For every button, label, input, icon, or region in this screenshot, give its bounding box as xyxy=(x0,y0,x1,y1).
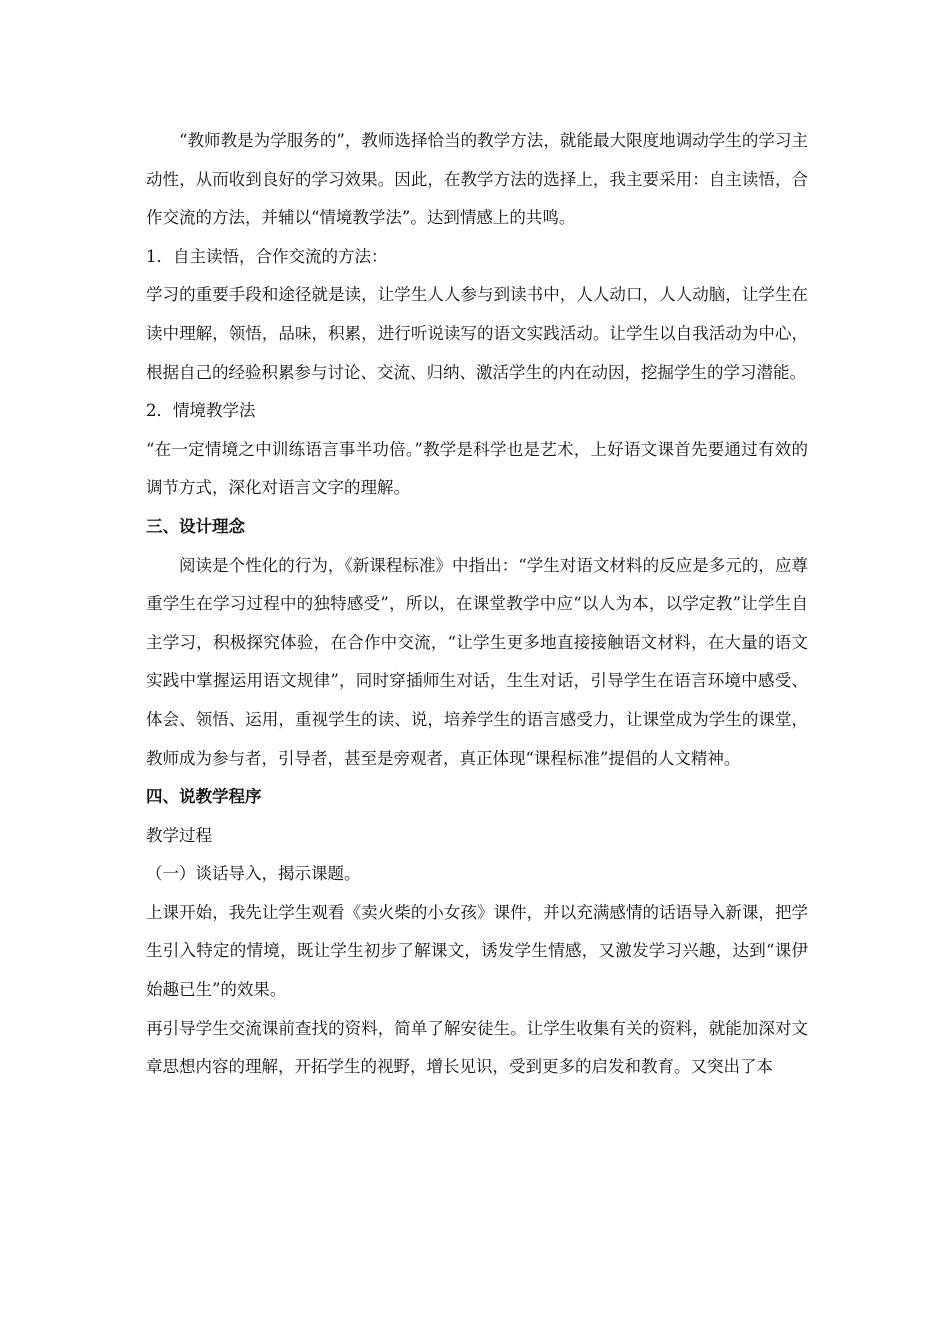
paragraph-self-reading: 学习的重要手段和途径就是读，让学生人人参与到读书中，人人动口，人人动脑，让学生在读中理解，领悟，品味，积累，进行听说读写的语文实践活动。让学生以自我活动为中心，根据自己的经验积累参与讨论、交流、归纳、激活学生的内在动因，挖掘学生的学习潜能。 xyxy=(146,285,808,382)
subheading-self-reading: 1．自主读悟，合作交流的方法： xyxy=(146,246,388,266)
paragraph-design-concept: 阅读是个性化的行为，《新课程标准》中指出：“学生对语文材料的反应是多元的，应尊重学生在学习过程中的独特感受”，所以，在课堂教学中应“以人为本，以学定教”让学生自主学习，积极探究体验，在合作中交流，“让学生更多地直接接触语文材料，在大量的语文实践中掌握运用语文规律”，同时穿插师生对话，生生对话，引导学生在语言环境中感受、体会、领悟、运用，重视学生的读、说，培养学生的语言感受力，让课堂成为学生的课堂，教师成为参与者，引导者，甚至是旁观者，真正体现“课程标准”提倡的人文精神。 xyxy=(146,555,808,768)
paragraph-class-opening: 上课开始，我先让学生观看《卖火柴的小女孩》课件，并以充满感情的话语导入新课，把学生引入特定的情境，既让学生初步了解课文，诱发学生情感，又激发学习兴趣，达到“课伊始趣已生”的效果。 xyxy=(146,902,808,1000)
section-heading-teaching-procedure: 四、说教学程序 xyxy=(146,787,262,807)
paragraph-situational-method: “在一定情境之中训练语言事半功倍。”教学是科学也是艺术，上好语文课首先要通过有效的调节方式，深化对语言文字的理解。 xyxy=(146,439,808,498)
document-body xyxy=(146,122,808,1087)
paragraph-andersen-materials: 再引导学生交流课前查找的资料，简单了解安徒生。让学生收集有关的资料，就能加深对文章思想内容的理解，开拓学生的视野，增长见识，受到更多的启发和教育。又突出了本 xyxy=(146,1018,808,1077)
subheading-situational-method: 2．情境教学法 xyxy=(146,401,256,421)
subheading-teaching-process: 教学过程 xyxy=(146,825,212,845)
subheading-introduction: （一）谈话导入，揭示课题。 xyxy=(146,864,361,884)
section-heading-design-concept: 三、设计理念 xyxy=(146,516,245,536)
paragraph-teaching-method-intro: “教师教是为学服务的”，教师选择恰当的教学方法，就能最大限度地调动学生的学习主动性，从而收到良好的学习效果。因此，在教学方法的选择上，我主要采用：自主读悟，合作交流的方法，并辅以“情境教学法”。达到情感上的共鸣。 xyxy=(146,131,808,228)
